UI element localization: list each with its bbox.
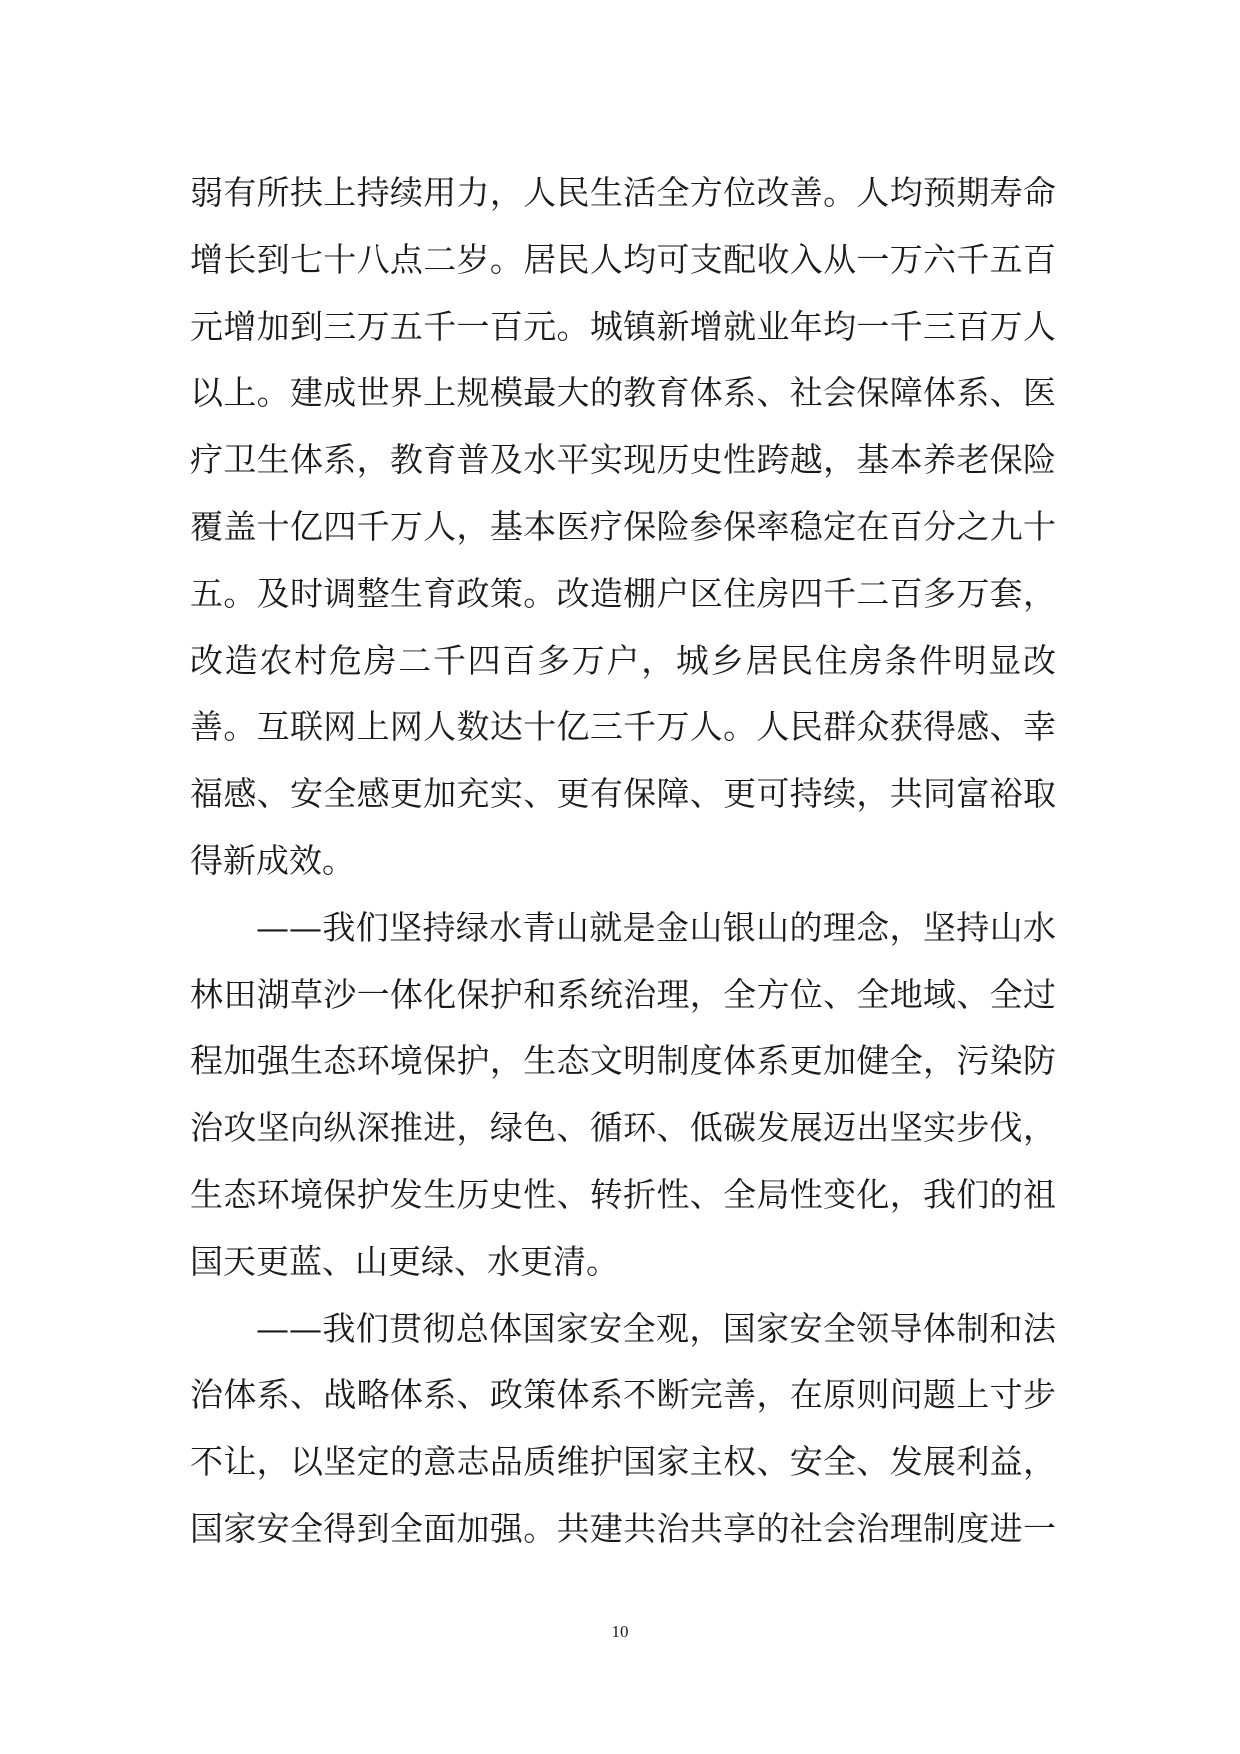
text-line: 善。互联网上网人数达十亿三千万人。人民群众获得感、幸 <box>190 707 1056 747</box>
text-line: 不让，以坚定的意志品质维护国家主权、安全、发展利益， <box>190 1442 1056 1482</box>
text-line: 程加强生态环境保护，生态文明制度体系更加健全，污染防 <box>190 1041 1056 1081</box>
text-line: 增长到七十八点二岁。居民人均可支配收入从一万六千五百 <box>190 239 1056 279</box>
paragraph-start-line: ——我们贯彻总体国家安全观，国家安全领导体制和法 <box>256 1308 1056 1348</box>
text-line: 覆盖十亿四千万人，基本医疗保险参保率稳定在百分之九十 <box>190 506 1056 546</box>
page-number: 10 <box>611 1622 629 1641</box>
text-line: 元增加到三万五千一百元。城镇新增就业年均一千三百万人 <box>190 306 1056 346</box>
text-line: 改造农村危房二千四百多万户，城乡居民住房条件明显改 <box>190 640 1056 680</box>
text-line: 弱有所扶上持续用力，人民生活全方位改善。人均预期寿命 <box>190 173 1056 212</box>
text-line: 生态环境保护发生历史性、转折性、全局性变化，我们的祖 <box>190 1174 1056 1214</box>
text-line: 治体系、战略体系、政策体系不断完善，在原则问题上寸步 <box>190 1375 1056 1415</box>
text-line: 林田湖草沙一体化保护和系统治理，全方位、全地域、全过 <box>190 974 1056 1014</box>
paragraph-start-line: ——我们坚持绿水青山就是金山银山的理念，坚持山水 <box>256 907 1056 947</box>
text-line: 疗卫生体系，教育普及水平实现历史性跨越，基本养老保险 <box>190 440 1056 480</box>
text-line: 福感、安全感更加充实、更有保障、更可持续，共同富裕取 <box>190 774 1056 814</box>
text-line: 国家安全得到全面加强。共建共治共享的社会治理制度进一 <box>190 1508 1056 1548</box>
text-line: 治攻坚向纵深推进，绿色、循环、低碳发展迈出坚实步伐， <box>190 1108 1056 1148</box>
text-line: 五。及时调整生育政策。改造棚户区住房四千二百多万套， <box>190 573 1056 613</box>
text-line: 以上。建成世界上规模最大的教育体系、社会保障体系、医 <box>190 373 1056 413</box>
paragraph-end-line: 得新成效。 <box>190 840 355 880</box>
paragraph-end-line: 国天更蓝、山更绿、水更清。 <box>190 1241 619 1281</box>
body-text <box>190 160 1056 1563</box>
